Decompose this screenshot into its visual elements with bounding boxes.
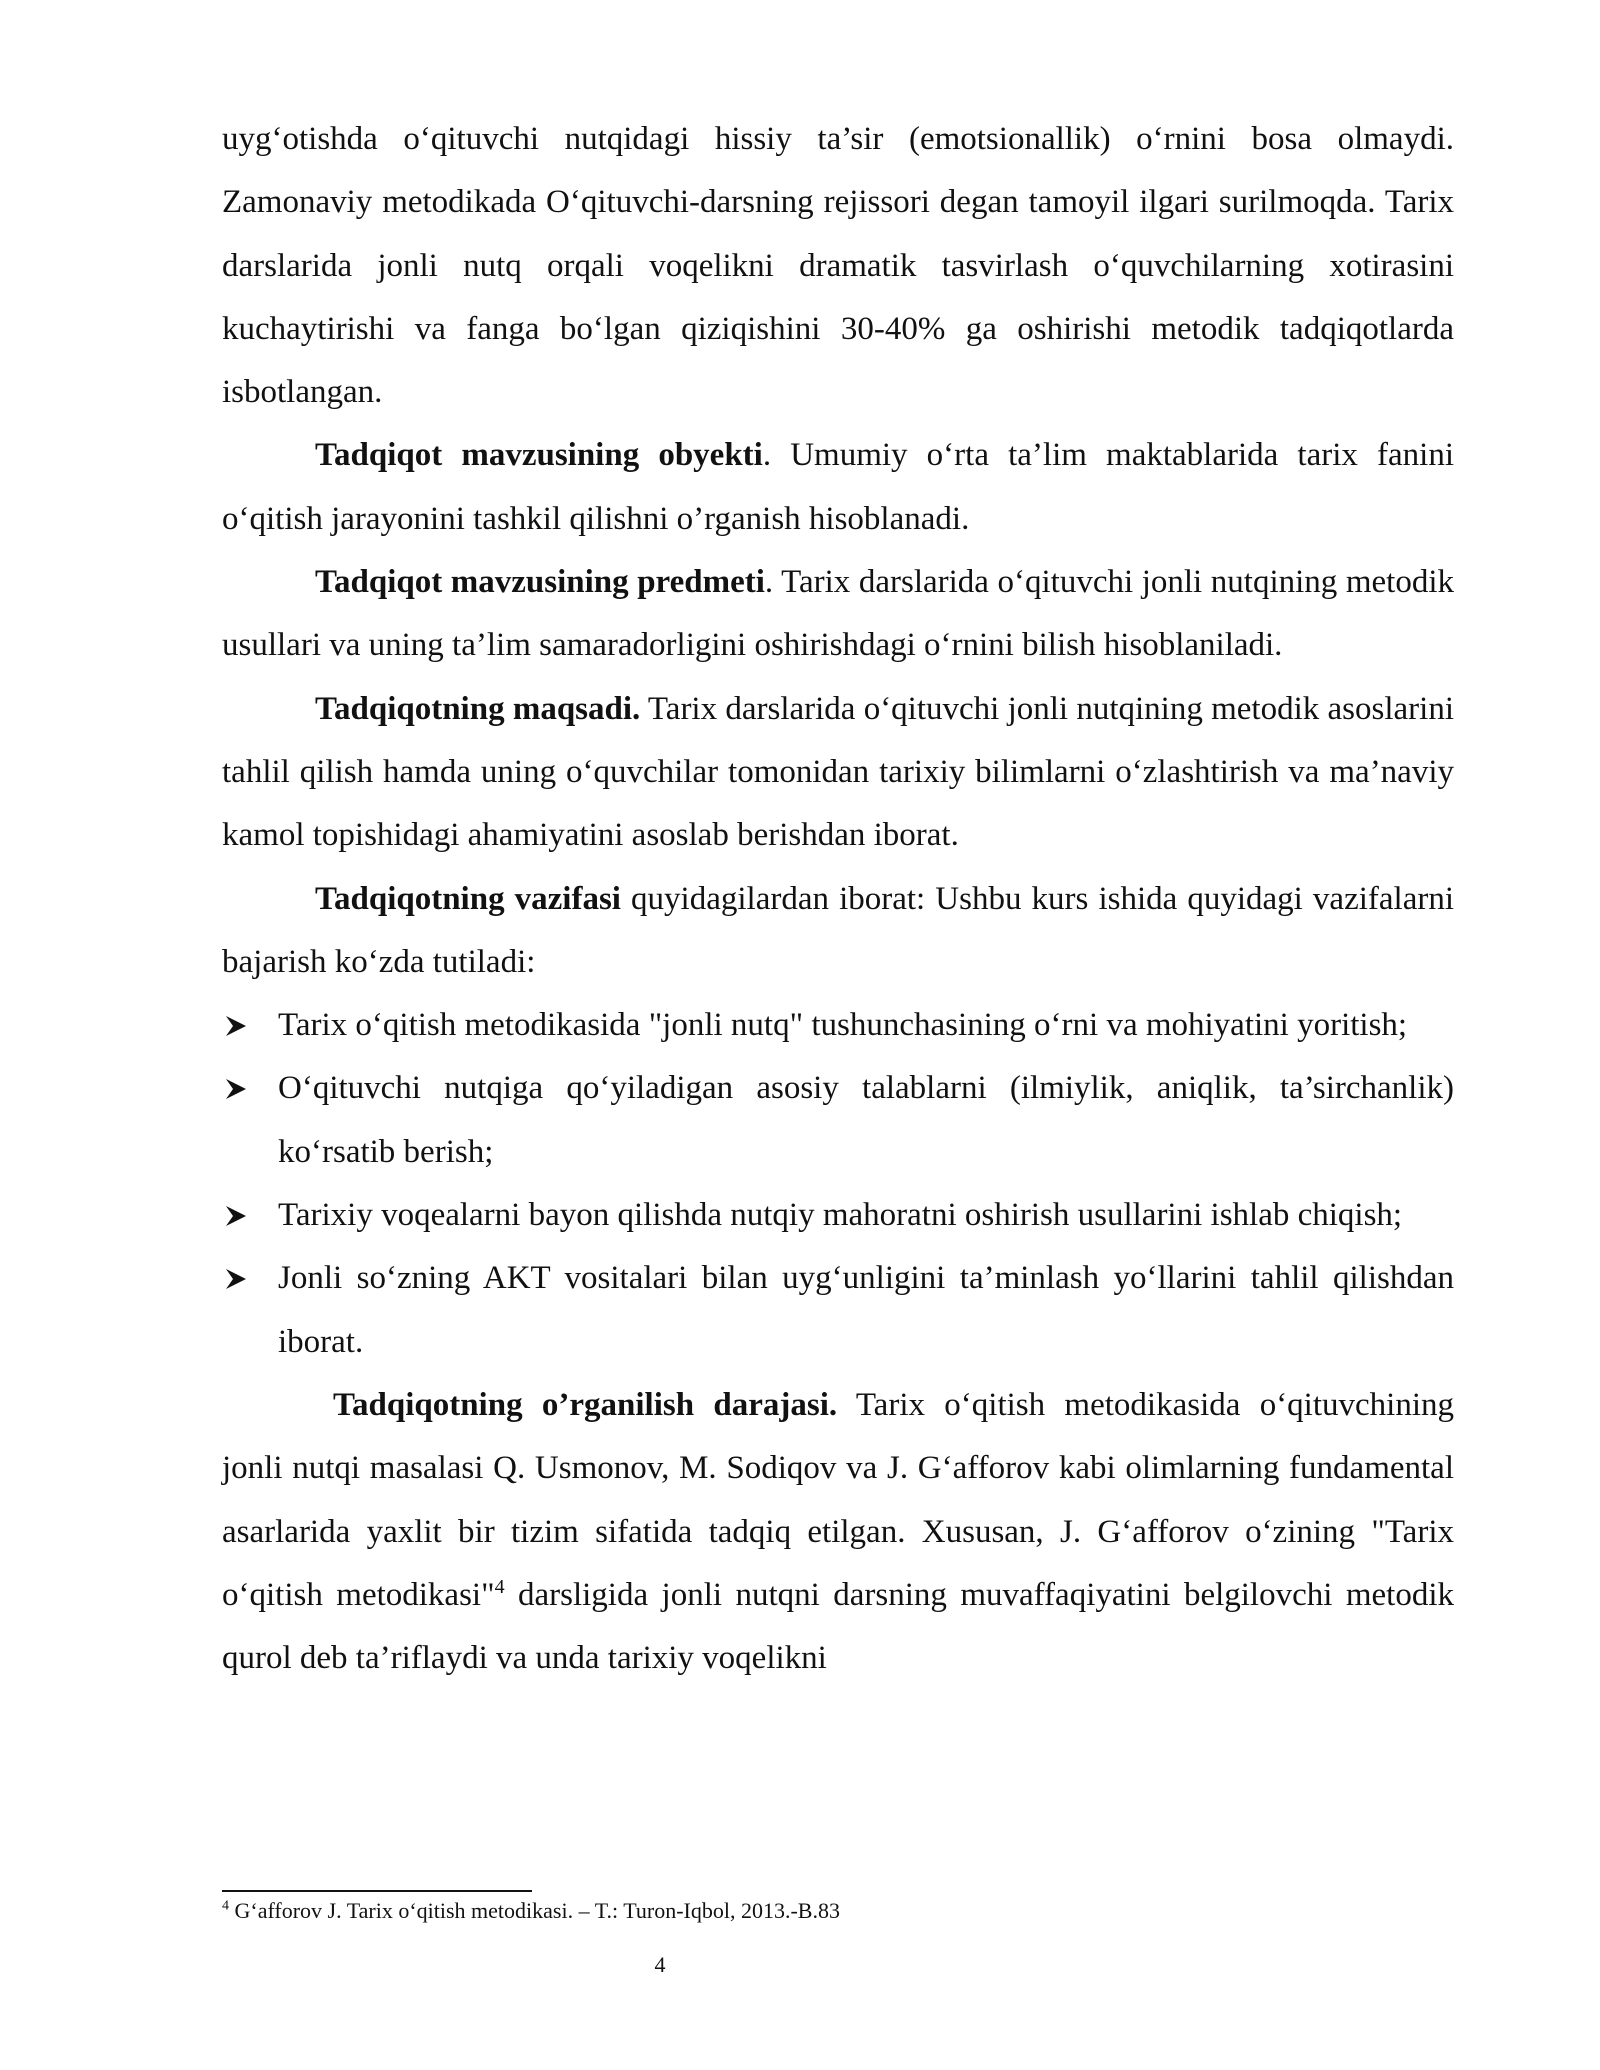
arrowhead-bullet-icon <box>224 1184 254 1247</box>
research-subject-heading: Tadqiqot mavzusining predmeti <box>315 564 765 601</box>
tasks-list <box>222 994 1454 1374</box>
arrowhead-bullet-icon <box>224 1057 254 1120</box>
arrowhead-bullet-icon <box>224 994 254 1057</box>
research-object-text: . Umumiy o‘rta ta’lim maktablarida tarix fanini o‘qitish jarayonini tashkil qilishni o’rganish hisoblanadi. <box>222 437 1454 537</box>
paragraph-intro-continuation: uyg‘otishda o‘qituvchi nutqidagi hissiy ta’sir (emotsionallik) o‘rnini bosa olmaydi. Zamonaviy metodikada O‘qituvchi-darsning rejissori degan tamoyil ilgari surilmoqda. Tarix darslarida jonli nutq orqali voqelikni dramatik tasvirlash o‘quvchilarning xotirasini kuchaytirishi va fanga bo‘lgan qiziqishini 30-40% ga oshirishi metodik tadqiqotlarda isbotlangan. <box>222 121 1454 411</box>
paragraph-research-tasks <box>222 868 1454 995</box>
list-item <box>222 994 1454 1057</box>
research-subject-text: . Tarix darslarida o‘qituvchi jonli nutqining metodik usullari va uning ta’lim samaradorligini oshirishdagi o‘rnini bilish hisoblaniladi. <box>222 564 1454 664</box>
research-tasks-text: quyidagilardan iborat: Ushbu kurs ishida quyidagi vazifalarni bajarish ko‘zda tutiladi: <box>222 880 1454 980</box>
research-degree-text-2: darsligida jonli nutqni darsning muvaffaqiyatini belgilovchi metodik qurol deb ta’riflaydi va unda tarixiy voqelikni <box>222 1576 1455 1677</box>
research-tasks-heading: Tadqiqotning vazifasi <box>315 880 621 917</box>
research-goal-heading: Tadqiqotning maqsadi. <box>315 690 641 727</box>
list-item-text: O‘qituvchi nutqiga qo‘yiladigan asosiy talablarni (ilmiylik, aniqlik, ta’sirchanlik) ko‘rsatib berish; <box>278 1070 1454 1170</box>
arrowhead-bullet-icon <box>224 1247 254 1310</box>
footnote-separator <box>222 1890 532 1892</box>
footnote-text: G‘afforov J. Tarix o‘qitish metodikasi. – T.: Turon-Iqbol, 2013.-B.83 <box>229 1898 840 1923</box>
paragraph-research-degree <box>222 1374 1454 1690</box>
list-item <box>222 1057 1454 1184</box>
list-item-text: Jonli so‘zning AKT vositalari bilan uyg‘unligini ta’minlash yo‘llarini tahlil qilishdan iborat. <box>278 1260 1454 1360</box>
page-number: 4 <box>654 1952 666 1977</box>
list-item <box>222 1184 1454 1247</box>
list-item-text: Tarix o‘qitish metodikasida "jonli nutq" tushunchasining o‘rni va mohiyatini yoritish; <box>278 1007 1408 1044</box>
footnote-number: 4 <box>222 1898 229 1914</box>
paragraph-research-subject <box>222 551 1454 678</box>
list-item-text: Tarixiy voqealarni bayon qilishda nutqiy mahoratni oshirish usullarini ishlab chiqish; <box>278 1197 1403 1234</box>
research-degree-text-1: Tarix o‘qitish metodikasida o‘qituvchining jonli nutqi masalasi Q. Usmonov, M. Sodiqov va J. G‘afforov kabi olimlarning fundamental asarlarida yaxlit bir tizim sifatida tadqiq etilgan. Xususan, J. G‘afforov o‘zining "Tarix o‘qitish metodikasi" <box>222 1386 1454 1613</box>
list-item <box>222 1247 1454 1374</box>
research-object-heading: Tadqiqot mavzusining obyekti <box>315 437 763 474</box>
footnote-reference[interactable]: 4 <box>494 1575 505 1598</box>
research-goal-text: Tarix darslarida o‘qituvchi jonli nutqining metodik asoslarini tahlil qilish hamda uning o‘quvchilar tomonidan tarixiy bilimlarni o‘zlashtirish va ma’naviy kamol topishidagi ahamiyatini asoslab berishdan iborat. <box>222 690 1454 854</box>
paragraph-research-object <box>222 424 1454 551</box>
document-body <box>222 108 1454 1690</box>
paragraph-research-goal <box>222 678 1454 868</box>
footnote <box>222 1896 1454 1926</box>
research-degree-heading: Tadqiqotning o’rganilish darajasi. <box>333 1386 838 1423</box>
